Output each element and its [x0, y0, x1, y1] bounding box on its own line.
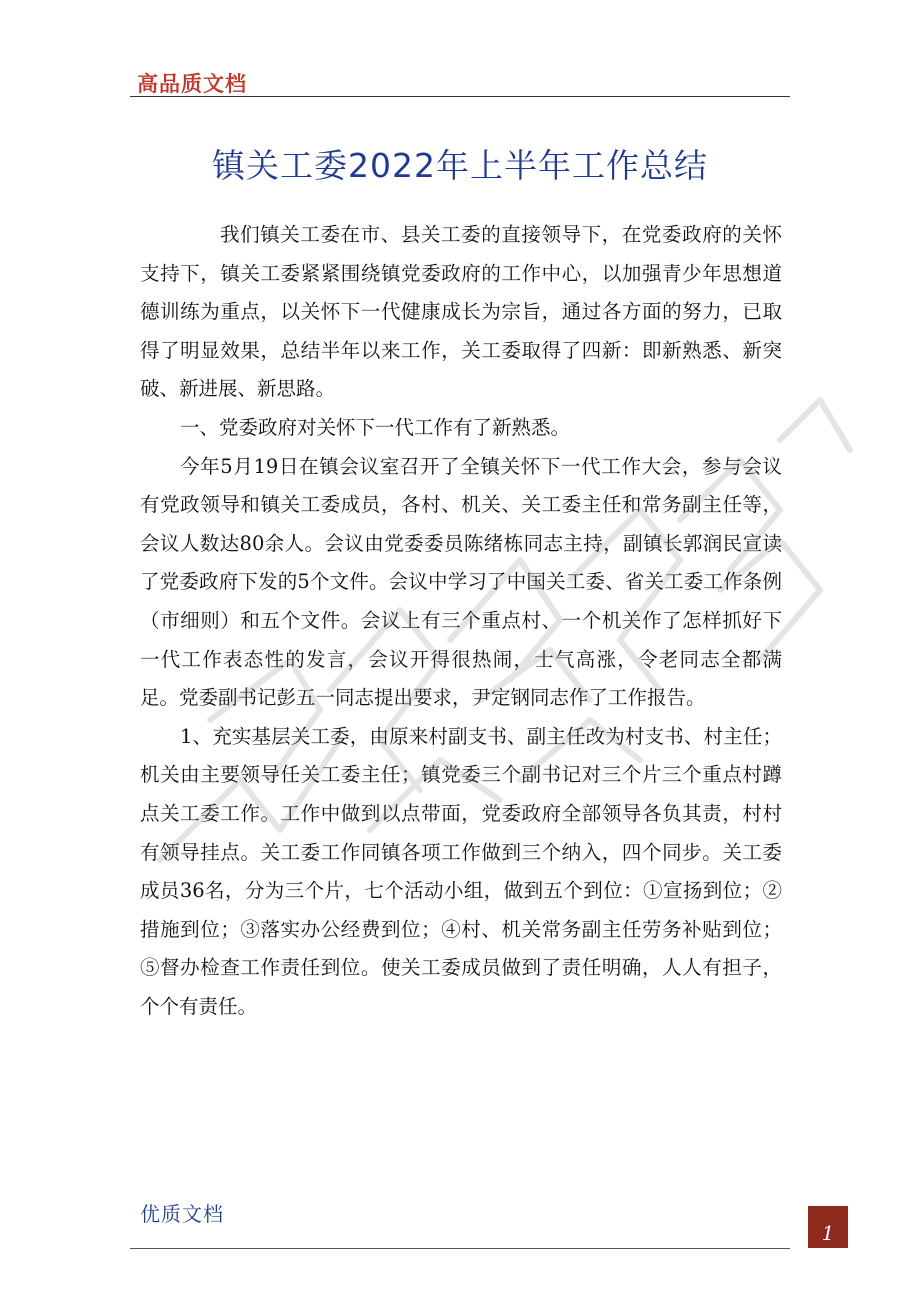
footer-divider [130, 1248, 790, 1249]
paragraph-section-heading: 一、党委政府对关怀下一代工作有了新熟悉。 [180, 415, 571, 439]
header-label: 高品质文档 [137, 72, 247, 96]
footer-label: 优质文档 [140, 1202, 224, 1226]
page-number: 1 [821, 1221, 835, 1245]
header-divider [130, 96, 790, 97]
document-body [140, 216, 782, 1026]
paragraph-item-1: 1、充实基层关工委，由原来村副支书、副主任改为村支书、村主任；机关由主要领导任关工委主任；镇党委三个副书记对三个片三个重点村蹲点关工委工作。工作中做到以点带面，党委政府全部领导各负其责，村村有领导挂点。关工委工作同镇各项工作做到三个纳入，四个同步。关工委成员36名，分为三个片，七个活动小组，做到五个到位：①宣扬到位；②措施到位；③落实办公经费到位；④村、机关常务副主任劳务补贴到位；⑤督办检查工作责任到位。使关工委成员做到了责任明确，人人有担子，个个有责任。 [140, 724, 782, 1018]
page-number-box [808, 1206, 848, 1248]
paragraph-intro: 我们镇关工委在市、县关工委的直接领导下，在党委政府的关怀支持下，镇关工委紧紧围绕镇党委政府的工作中心，以加强青少年思想道德训练为重点，以关怀下一代健康成长为宗旨，通过各方面的努力，已取得了明显效果，总结半年以来工作，关工委取得了四新：即新熟悉、新突破、新进展、新思路。 [140, 223, 782, 401]
paragraph-meeting: 今年5月19日在镇会议室召开了全镇关怀下一代工作大会，参与会议有党政领导和镇关工委成员，各村、机关、关工委主任和常务副主任等，会议人数达80余人。会议由党委委员陈绪栋同志主持，副镇长郭润民宣读了党委政府下发的5个文件。会议中学习了中国关工委、省关工委工作条例（市细则）和五个文件。会议上有三个重点村、一个机关作了怎样抓好下一代工作表态性的发言，会议开得很热闹，士气高涨，令老同志全都满足。党委副书记彭五一同志提出要求，尹定钢同志作了工作报告。 [140, 454, 782, 710]
document-title: 镇关工委2022年上半年工作总结 [212, 146, 708, 185]
